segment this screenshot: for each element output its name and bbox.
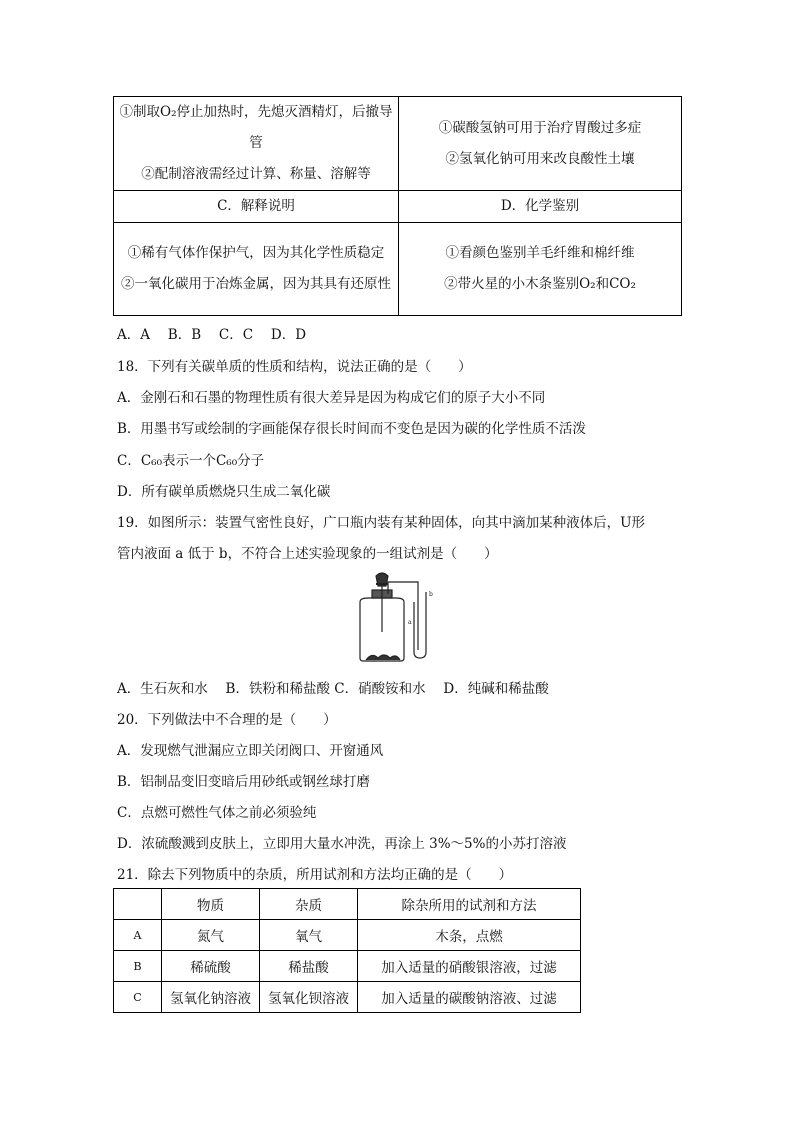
table-header-row: [114, 889, 581, 920]
q18-option-d: D．所有碳单质燃烧只生成二氧化碳: [117, 484, 331, 500]
header-cell: 物质: [162, 889, 260, 920]
table-cell: 加入适量的碳酸钠溶液、过滤: [358, 982, 581, 1013]
table-cell: 氢氧化钡溶液: [260, 982, 358, 1013]
cell-b-line-2: ②氢氧化钠可用来改良酸性土壤: [445, 150, 635, 167]
q20-stem: 20．下列做法中不合理的是（ ）: [117, 712, 337, 728]
cell-a-line-1: ①制取O₂停止加热时，先熄灭酒精灯，后撤导管: [119, 104, 393, 151]
table-cell: A: [114, 920, 162, 951]
cell-c: [114, 223, 399, 316]
q17-options: A．A B．B C．C D．D: [117, 327, 307, 343]
cell-d-line-1: ①看颜色鉴别羊毛纤维和棉纤维: [445, 245, 635, 261]
table-row: [114, 982, 581, 1013]
q18-option-b: B．用墨书写或绘制的字画能保存很长时间而不变色是因为碳的化学性质不活泼: [117, 421, 586, 437]
table-cell: 木条，点燃: [358, 920, 581, 951]
table-cell: 氮气: [162, 920, 260, 951]
table-cell: 氧气: [260, 920, 358, 951]
cell-a-line-2: ②配制溶液需经过计算、称量、溶解等: [141, 166, 371, 182]
table-row: [114, 920, 581, 951]
label-a: a: [408, 619, 412, 626]
q21-stem: 21．除去下列物质中的杂质，所用试剂和方法均正确的是（ ）: [117, 867, 513, 883]
header-c: C．解释说明: [114, 191, 399, 223]
q20-option-d: D．浓硫酸溅到皮肤上，立即用大量水冲洗，再涂上 3%～5%的小苏打溶液: [117, 836, 567, 852]
cell-c-line-2: ②一氧化碳用于冶炼金属，因为其具有还原性: [121, 276, 391, 292]
q18-option-a: A．金刚石和石墨的物理性质有很大差异是因为构成它们的原子大小不同: [117, 390, 546, 406]
table-cell: C: [114, 982, 162, 1013]
table-row: [114, 951, 581, 982]
cell-d-line-2: ②带火星的小木条鉴别O₂和CO₂: [444, 276, 636, 292]
header-d: D．化学鉴别: [399, 191, 682, 223]
q18-option-c: C．C₆₀表示一个C₆₀分子: [117, 453, 265, 469]
q20-option-c: C．点燃可燃性气体之前必须验纯: [117, 805, 317, 821]
table-cell: 稀盐酸: [260, 951, 358, 982]
q19-stem-2: 管内液面 a 低于 b，不符合上述实验现象的一组试剂是（ ）: [117, 546, 498, 562]
header-cell: [114, 889, 162, 920]
table-cell: B: [114, 951, 162, 982]
label-b: b: [429, 591, 433, 598]
table-cell: 氢氧化钠溶液: [162, 982, 260, 1013]
cell-b: [399, 97, 682, 191]
option-summary-table: [113, 96, 682, 316]
cell-b-line-1: ①碳酸氢钠可用于治疗胃酸过多症: [438, 119, 642, 136]
table-cell: 稀硫酸: [162, 951, 260, 982]
q19-stem-1: 19．如图所示：装置气密性良好，广口瓶内装有某种固体，向其中滴加某种液体后，U形: [117, 515, 646, 531]
header-cell: 除杂所用的试剂和方法: [358, 889, 581, 920]
header-cell: 杂质: [260, 889, 358, 920]
q20-option-a: A．发现燃气泄漏应立即关闭阀口、开窗通风: [117, 743, 384, 759]
cell-c-line-1: ①稀有气体作保护气，因为其化学性质稳定: [127, 245, 385, 261]
cell-a: [114, 97, 399, 191]
apparatus-figure: [352, 572, 444, 664]
q20-option-b: B．铝制品变旧变暗后用砂纸或钢丝球打磨: [117, 774, 370, 790]
q18-stem: 18．下列有关碳单质的性质和结构，说法正确的是（ ）: [117, 359, 472, 375]
cell-d: [399, 223, 682, 316]
table-cell: 加入适量的硝酸银溶液，过滤: [358, 951, 581, 982]
q19-options: A．生石灰和水 B．铁粉和稀盐酸 C．硝酸铵和水 D．纯碱和稀盐酸: [117, 681, 549, 697]
impurity-table: [113, 888, 581, 1013]
